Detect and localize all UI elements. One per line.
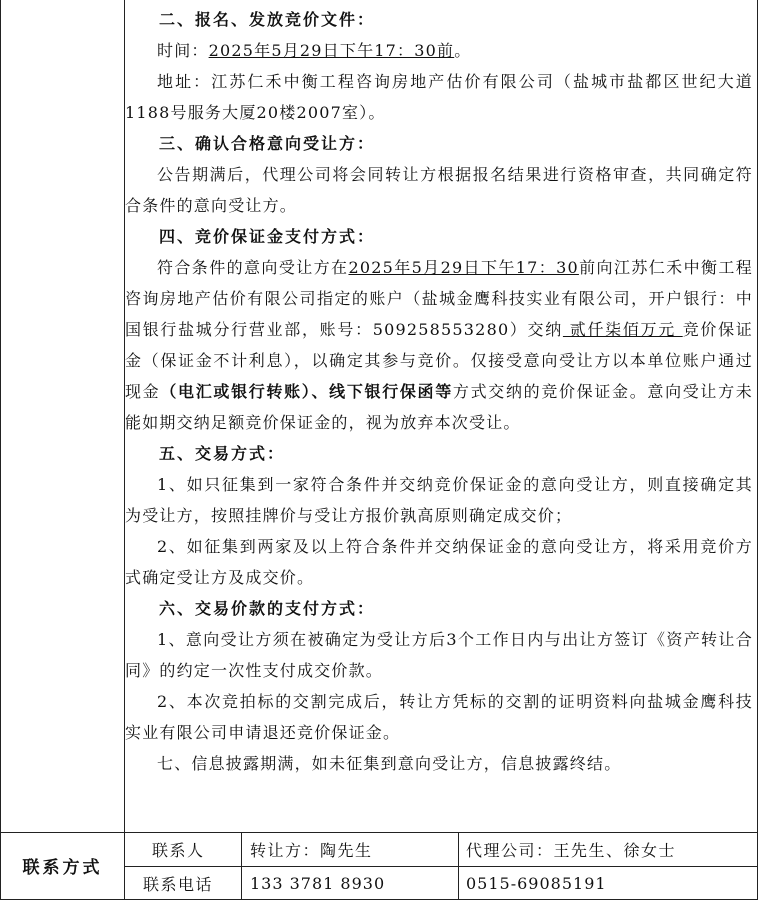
qualification-body: 公告期满后，代理公司将会同转让方根据报名结果进行资格审查，共同确定符合条件的意向受让方。 — [125, 165, 753, 215]
disclosure-end: 七、信息披露期满，如未征集到意向受让方，信息披露终结。 — [157, 754, 622, 773]
table-border-left — [0, 0, 1, 900]
deposit-text-2: 前向江苏仁禾中衡工程咨询房地产估价有限公司指定的账户（盐城金鹰科技实业有限公司，开户银行：中国银行盐城分行营业部，账号：509258553280）交纳 — [125, 258, 753, 339]
deposit-text-1: 符合条件的意向受让方在 — [157, 258, 349, 277]
agent-phone: 0515-69085191 — [466, 873, 607, 893]
trade-method-item-1: 1、如只征集到一家符合条件并交纳竞价保证金的意向受让方，则直接确定其为受让方，按照挂牌价与受让方报价孰高原则确定成交价； — [125, 475, 753, 525]
deposit-text-3: 竞价保证金（保证金不计利息），以确定其参与竞价。仅接受意向受让方以本单位账户通过现金 — [125, 320, 753, 401]
deposit-amount: 贰仟柒佰万元 — [562, 320, 683, 339]
contact-phone-label: 联系电话 — [143, 874, 214, 894]
registration-time — [125, 35, 753, 66]
contact-mid-border — [124, 866, 758, 867]
contact-label: 联系方式 — [22, 857, 103, 878]
payment-item-1: 1、意向受让方须在被确定为受让方后3个工作日内与出让方签订《资产转让合同》的约定一次性支付成交价款。 — [125, 630, 753, 680]
table-bottom-border — [0, 899, 758, 900]
registration-address: 地址：江苏仁禾中衡工程咨询房地产估价有限公司（盐城市盐都区世纪大道1188号服务大厦20楼2007室）。 — [125, 72, 753, 122]
section-heading-payment: 六、交易价款的支付方式： — [159, 599, 376, 618]
time-value: 2025年5月29日下午17：30前 — [208, 41, 455, 60]
seller-phone: 133 3781 8930 — [250, 873, 386, 893]
deposit-body — [125, 252, 753, 438]
agent-contact: 代理公司：王先生、徐女士 — [466, 841, 677, 860]
section-heading-qualification: 三、确认合格意向受让方： — [159, 134, 376, 153]
payment-item-2: 2、本次竞拍标的交割完成后，转让方凭标的交割的证明资料向盐城金鹰科技实业有限公司申请退还竞价保证金。 — [125, 692, 753, 742]
time-label: 时间： — [157, 41, 209, 60]
time-end: 。 — [454, 41, 472, 60]
seller-contact: 转让方：陶先生 — [250, 841, 373, 860]
notice-content — [125, 4, 753, 779]
trade-method-item-2: 2、如征集到两家及以上符合条件并交纳保证金的意向受让方，将采用竞价方式确定受让方及成交价。 — [125, 537, 753, 587]
section-heading-trade-method: 五、交易方式： — [159, 444, 286, 463]
deposit-deadline: 2025年5月29日下午17：30 — [348, 258, 579, 277]
contact-person-label: 联系人 — [152, 841, 205, 860]
deposit-methods: （电汇或银行转账）、线下银行保函等 — [160, 382, 453, 401]
section-heading-registration: 二、报名、发放竞价文件： — [159, 10, 376, 29]
section-heading-deposit: 四、竞价保证金支付方式： — [159, 227, 376, 246]
deposit-text-4: 方式交纳的竞价保证金。意向受让方未能如期交纳足额竞价保证金的，视为放弃本次受让。 — [125, 382, 753, 432]
